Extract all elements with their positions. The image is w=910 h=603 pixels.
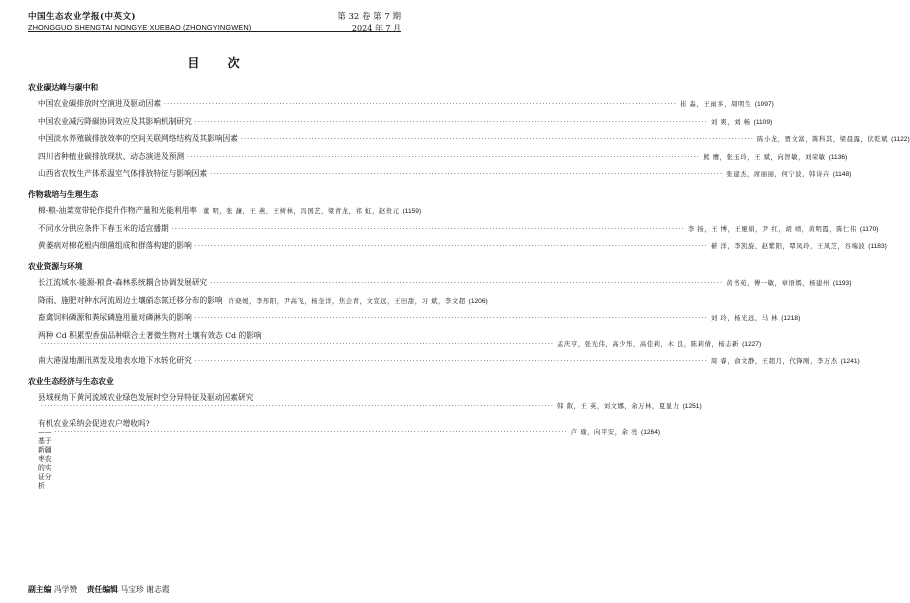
volume-issue: 第 32 卷 第 7 期 [337, 12, 401, 22]
leader-dots [187, 153, 700, 162]
article-page: (1159) [402, 208, 422, 215]
toc-entry[interactable] [38, 393, 702, 411]
article-page: (1241) [840, 358, 860, 365]
article-title: 长江流域水-能源-粮食-森林系统耦合协调发展研究 [38, 278, 208, 287]
toc-entry[interactable] [38, 223, 879, 234]
article-title: 不同水分供应条件下春玉米的适宜播期 [38, 223, 169, 233]
article-authors: 刘 爽，刘 畅 [710, 118, 751, 126]
article-authors: 孟庆亨，张光伟，高少彤，高佳莉，木 良，陈莉倩，杨志新 [557, 340, 740, 348]
toc-entry[interactable] [38, 418, 661, 491]
article-title: 四川省种植业碳排放现状、动态演进及预测 [38, 151, 185, 161]
article-subtitle: ——基于新疆枣农的实证分析 [38, 427, 52, 490]
leader-dots [241, 135, 754, 144]
article-title: 中国淡水养殖碳排放效率的空间关联网络结构及其影响因素 [38, 134, 238, 143]
toc-entry[interactable] [38, 330, 762, 349]
article-authors: 韩 叡，王 英，刘文娜，余万林，夏显力 [557, 403, 680, 410]
leader-dots [172, 225, 685, 234]
journal-title-pinyin: ZHONGGUO SHENGTAI NONGYE XUEBAO (ZHONGYINGWEN) [28, 23, 252, 32]
section-heading: 农业碳达峰与碳中和 [28, 83, 99, 92]
leader-dots [41, 340, 554, 349]
header-rule [28, 31, 401, 32]
article-title: 降雨、施肥对种水河流周边土壤硝态氮迁移分布的影响 [38, 295, 223, 305]
toc-entry[interactable] [38, 278, 852, 288]
article-title: 山西省农牧生产体系温室气体排放特征与影响因素 [38, 169, 208, 178]
toc-entry[interactable] [38, 313, 801, 323]
editor-credits [28, 584, 401, 595]
article-authors: 张建杰，席丽丽，何宁波，韩诗卉 [726, 171, 830, 178]
table-of-contents [28, 72, 910, 498]
toc-entry[interactable] [38, 206, 422, 216]
article-title: 黄萎病对棉花根内细菌组成和群落构建的影响 [38, 241, 192, 250]
deputy-editor-name: 冯学赞 [53, 585, 78, 594]
toc-entry[interactable] [38, 169, 852, 179]
running-header [28, 8, 401, 42]
leader-dots [195, 357, 708, 366]
leader-dots [195, 242, 708, 251]
toc-entry[interactable] [38, 116, 773, 127]
article-page: (1109) [753, 118, 773, 126]
leader-dots [210, 170, 723, 179]
article-page: (1206) [468, 297, 488, 305]
responsible-editor-label: 责任编辑 [86, 585, 118, 594]
deputy-editor-label: 副主编 [28, 585, 52, 594]
page-title: 目 次 [187, 56, 252, 70]
article-page: (1183) [868, 243, 887, 250]
article-title: 南大港湿地潮汛蒸发及地表水地下水转化研究 [38, 356, 192, 365]
article-authors: 綦 洋，李凯旋，赵紫阳，覃凤玲，王凤芝，谷端波 [710, 243, 866, 250]
toc-entry[interactable] [38, 356, 860, 366]
section-heading: 农业资源与环境 [28, 262, 83, 271]
article-page: (1193) [832, 280, 852, 287]
article-authors: 陈小龙，贾文富，陈科其，梁晨露，伏乾斌 [757, 136, 889, 143]
article-title: 棉-粮-油菜宽带轮作提升作物产量和光能利用率 [38, 206, 197, 215]
leader-dots [195, 118, 708, 127]
leader-dots [55, 428, 568, 437]
article-authors: 崔 淼，王雨多，周明生 [680, 101, 752, 108]
toc-entry[interactable] [38, 99, 774, 109]
toc-entry[interactable] [38, 151, 848, 162]
article-page: (1170) [859, 225, 879, 233]
section-heading: 作物栽培与生理生态 [28, 190, 99, 199]
article-page: (1264) [641, 428, 661, 436]
section-heading: 农业生态经济与生态农业 [28, 377, 114, 386]
leader-dots [210, 279, 723, 288]
article-page: (1218) [781, 315, 801, 322]
article-page: (1136) [828, 153, 848, 161]
article-page: (1122) [891, 136, 910, 143]
article-authors: 卢 瑜，向平安，余 亮 [570, 428, 639, 436]
article-title: 有机农业采纳会促进农户增收吗? [38, 418, 150, 428]
article-title: 中国农业碳排放时空演进及驱动因素 [38, 99, 162, 108]
article-title: 两种 Cd 积累型香茄品种联合土著微生物对土壤有效态 Cd 的影响 [38, 330, 262, 340]
leader-dots [195, 314, 708, 323]
article-page: (1251) [682, 403, 702, 410]
article-authors: 李 扬，王 博，王娅娟，尹 红，胡 靖，黄明霞，陈仁伟 [687, 225, 857, 233]
responsible-editor-names: 马宝珍 谢志霞 [120, 585, 170, 594]
leader-dots [164, 100, 677, 109]
article-authors: 董 明，张 濂，王 燕，王树林，冯国艺，梁青龙，祁 虹，赵贵元 [202, 208, 400, 215]
issue-date: 2024 年 7 月 [351, 24, 401, 33]
article-authors: 许晓媛，李彤阳，尹高飞，杨奎洋，焦会青，文宣远，王田甜，习 斌，李文超 [228, 297, 466, 305]
toc-entry[interactable] [38, 134, 910, 144]
article-title: 畜禽饲料磷源和粪尿磷施用量对磷淋失的影响 [38, 313, 192, 322]
journal-title-cn: 中国生态农业学报(中英文) [28, 12, 137, 22]
article-title: 中国农业减污降碳协同效应及其影响机制研究 [38, 116, 192, 126]
toc-entry[interactable] [38, 241, 887, 251]
article-authors: 黄书苑，傅一敏，章语嫣，杨建州 [726, 280, 830, 287]
article-page: (1097) [754, 101, 774, 108]
article-page: (1227) [742, 340, 762, 348]
article-authors: 周 睿，俞文静，王超月，代锋刚，李万杰 [710, 358, 838, 365]
article-page: (1148) [832, 171, 852, 178]
toc-entry[interactable] [38, 295, 488, 306]
leader-dots [41, 402, 554, 411]
article-title: 县域视角下黄河流域农业绿色发展时空分异特征及驱动因素研究 [38, 393, 254, 402]
article-authors: 熊 鹰，张玉玲，王 斌，向智敏，刘荣敏 [703, 153, 826, 161]
article-authors: 刘 玲，杨光远，马 林 [710, 315, 779, 322]
